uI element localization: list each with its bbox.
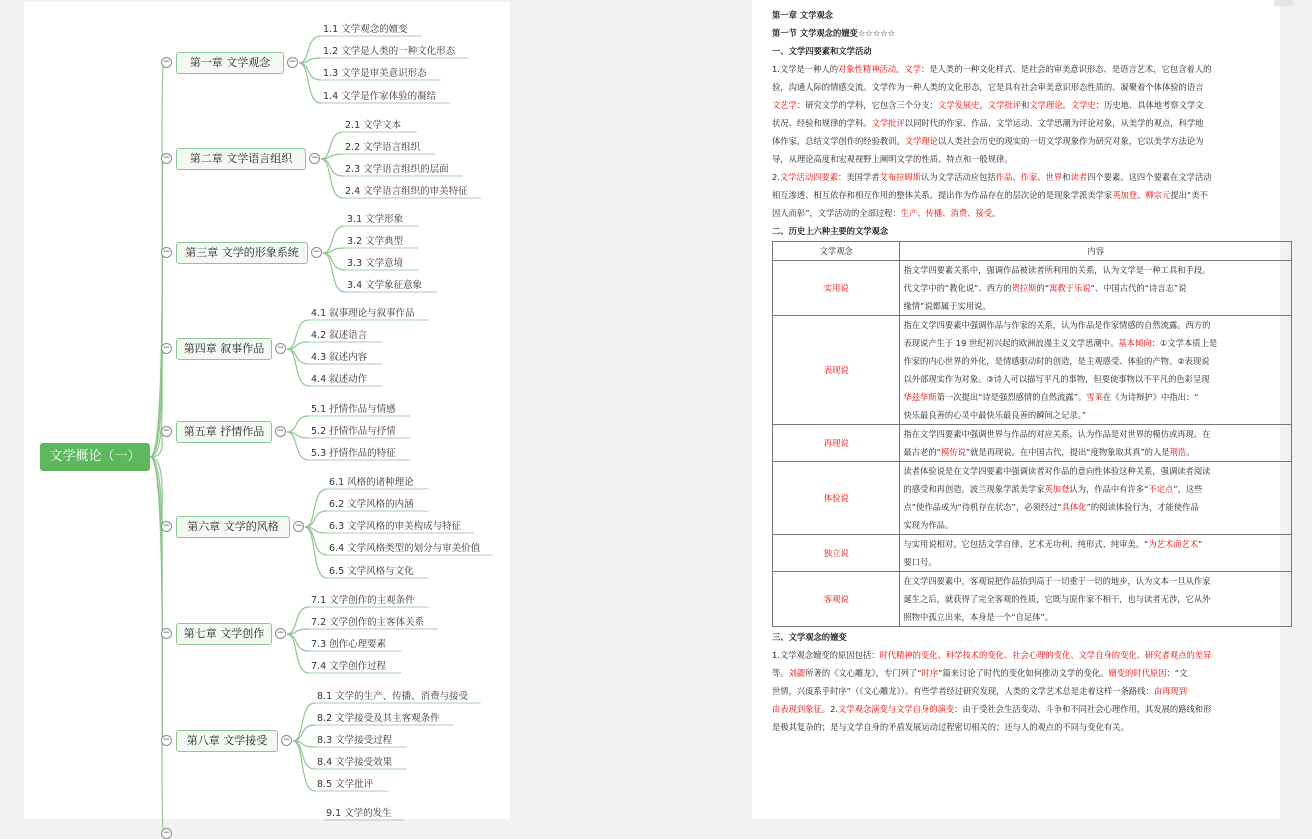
subsection-title-2: 二、历史上六种主要的文学观念 [772, 226, 889, 236]
highlighted-term: 英加登 [1044, 484, 1070, 494]
table-header-row [773, 242, 1292, 261]
text-run: 导，从理论高度和宏观视野上阐明文学的性质、特点和一般规律。 [772, 154, 1013, 164]
text-run: 是极其复杂的；是与文学自身的矛盾发展运动过程密切相关的；还与人的观点的不同与变化有关。 [772, 722, 1129, 732]
text-line [903, 297, 1288, 315]
text-line [903, 443, 1288, 461]
highlighted-term: 嬗变的时代原因 [1108, 668, 1167, 678]
text-run: 指在文学四要素中强调作品与作家的关系，认为作品是作家情感的自然流露。西方的 [903, 320, 1211, 330]
highlighted-term: 由再现到 [1153, 686, 1188, 696]
text-run: 相互渗透、相互依存和相互作用的整体关系。提出作为作品存在的层次论的是现象学派美学家 [772, 190, 1113, 200]
mindmap-topic-node[interactable]: 8.3 文学接受过程 [317, 735, 393, 746]
mindmap-topic-node[interactable]: 8.1 文学的生产、传播、消费与接受 [317, 691, 469, 702]
text-run: 和 [1062, 172, 1071, 182]
text-line [903, 316, 1288, 334]
table-row [773, 462, 1292, 535]
highlighted-term: 文学批评 [987, 100, 1021, 110]
text-run: 1.文学观念嬗变的原因包括： [772, 650, 880, 660]
document-body [772, 6, 1312, 736]
highlighted-term: 具体化 [1061, 502, 1087, 512]
mindmap-topic-node[interactable]: 1.3 文学是审美意识形态 [323, 68, 427, 79]
text-line [772, 132, 1312, 150]
highlighted-term: 文艺学 [772, 100, 797, 110]
text-line [772, 718, 1312, 736]
text-run: ：①文学本质上是 [1151, 338, 1218, 348]
table-header-cell: 文学观念 [773, 242, 900, 261]
mindmap-chapter-node[interactable]: 第七章 文学创作 [176, 623, 272, 645]
collapse-toggle-icon[interactable]: − [162, 735, 171, 745]
text-run: 世情，兴废系乎时序”（《文心雕龙》）。有些学者经过研究发现，人类的文学艺术总是走着这样一条路线： [772, 686, 1154, 696]
text-line [772, 78, 1312, 96]
text-run: ：研究文学的学科，它包含三个分支： [796, 100, 938, 110]
text-run: ， [979, 100, 988, 110]
text-run: 以人类社会历史的现实的一切文学现象作为研究对象，它以美学方法论为 [937, 136, 1204, 146]
table-row [773, 535, 1292, 572]
concept-content-cell [900, 462, 1292, 535]
text-line [772, 682, 1312, 700]
mindmap-chapter-node[interactable]: 第八章 文学接受 [176, 730, 278, 752]
concept-name-cell: 实用说 [773, 261, 900, 316]
concept-name-cell: 独立说 [773, 535, 900, 572]
text-run: ：“文 [1166, 668, 1188, 678]
highlighted-term: 文学理论 [1029, 100, 1063, 110]
mindmap-topic-node[interactable]: 2.4 文学语言组织的审美特征 [345, 186, 468, 197]
text-run: 四个要素。这四个要素在文学活动 [1087, 172, 1212, 182]
table-row [773, 572, 1292, 627]
paragraph-3 [772, 646, 1312, 736]
mindmap-topic-node[interactable]: 3.3 文学意境 [347, 258, 404, 269]
highlighted-term: 文学史 [1070, 100, 1096, 110]
text-line [772, 204, 1312, 222]
mindmap-topic-node[interactable]: 6.5 文学风格与文化 [329, 566, 414, 577]
collapse-toggle-icon[interactable]: − [276, 628, 285, 638]
text-run: 认为文学活动应包括 [921, 172, 996, 182]
collapse-toggle-icon[interactable]: − [162, 57, 171, 67]
mindmap-root-node[interactable]: 文学概论（一） [40, 443, 150, 471]
mindmap-topic-node[interactable]: 2.1 文学文本 [345, 120, 402, 131]
text-run: 快乐最良善的心灵中最快乐最良善的瞬间之记录。” [903, 410, 1087, 420]
text-run: ”，这些 [1173, 484, 1203, 494]
text-line [772, 168, 1312, 186]
text-line [903, 261, 1288, 279]
mindmap-topic-node[interactable]: 2.3 文学语言组织的层面 [345, 164, 449, 175]
mindmap-topic-node[interactable]: 4.3 叙述内容 [311, 352, 368, 363]
concept-name-cell: 再现说 [773, 425, 900, 462]
mindmap-chapter-node[interactable]: 第一章 文学观念 [176, 52, 284, 74]
highlighted-term: 文学观念演变与文学自身的演变 [838, 704, 955, 714]
mindmap-chapter-node[interactable]: 第五章 抒情作品 [176, 421, 272, 443]
text-run: 指文学四要素关系中，强调作品被读者所利用的关系，认为文学是一种工具和手段。 [903, 265, 1211, 275]
text-run: 作家的内心世界的外化，是情感驱动时的创造，是主观感受、体验的产物。②表现说 [903, 356, 1210, 366]
collapse-toggle-icon[interactable]: − [162, 426, 171, 436]
collapse-toggle-icon[interactable]: − [162, 153, 171, 163]
text-line [772, 114, 1312, 132]
highlighted-term: 为艺术而艺术 [1148, 539, 1199, 549]
text-run: ：历史地、具体地考察文学文 [1095, 100, 1204, 110]
literary-concepts-table [772, 241, 1292, 627]
highlighted-term: 艾布拉姆斯 [879, 172, 922, 182]
collapse-toggle-icon[interactable]: − [162, 828, 171, 838]
highlighted-term: 作品 [995, 172, 1013, 182]
text-run: 读者体验说是在文学四要素中强调读者对作品的意向性体验这种关系，强调读者阅读 [903, 466, 1211, 476]
text-run: 状况、经验和规律的学科。 [772, 118, 872, 128]
mindmap-topic-node[interactable]: 5.2 抒情作品与抒情 [311, 426, 396, 437]
text-line [903, 388, 1288, 406]
mindmap-topic-node[interactable]: 5.3 抒情作品的特征 [311, 448, 396, 459]
text-run: 所著的《文心雕龙》，专门列了“ [805, 668, 922, 678]
highlighted-term: 模仿说 [940, 447, 966, 457]
text-run: 的感受和再创造。波兰现象学派美学家 [903, 484, 1045, 494]
text-run: 最古老的“ [903, 447, 941, 457]
text-run: ：是人类的一种文化样式、是社会的审美意识形态、是语言艺术，它包含着人的 [921, 64, 1212, 74]
text-line [772, 664, 1312, 682]
text-run: 点”使作品成为“待机存在状态”，必须经过“ [903, 502, 1062, 512]
highlighted-term: 世界 [1045, 172, 1063, 182]
collapse-toggle-icon[interactable]: − [162, 247, 171, 257]
text-run: 指在文学四要素中强调世界与作品的对应关系，认为作品是对世界的模仿或再现。在 [903, 429, 1211, 439]
text-run: 、 [1012, 172, 1021, 182]
table-row [773, 261, 1292, 316]
text-line [903, 535, 1288, 553]
collapse-toggle-icon[interactable]: − [282, 735, 291, 745]
mindmap-topic-node[interactable]: 3.1 文学形象 [347, 214, 404, 225]
text-run: ：由于受社会生活变动、斗争和不同社会心理作用，其发展的路线和形 [954, 704, 1212, 714]
highlighted-term: 华兹华斯 [903, 392, 937, 402]
text-run: 照物中孤立出来，本身是一个“自足体”。 [903, 612, 1054, 622]
highlighted-term: 读者 [1070, 172, 1088, 182]
concept-name-cell: 体验说 [773, 462, 900, 535]
highlighted-term: 生产、传播、消费、接受 [900, 208, 993, 218]
text-run: 要口号。 [903, 557, 937, 567]
text-run: 以同时代的作家、作品、文学运动、文学思潮为评论对象，从美学的观点，科学地 [904, 118, 1204, 128]
mindmap-topic-node[interactable]: 7.2 文学创作的主客体关系 [311, 617, 425, 628]
mindmap-chapter-node[interactable]: 第三章 文学的形象系统 [176, 242, 308, 264]
mindmap-chapter-node[interactable]: 第二章 文学语言组织 [176, 148, 306, 170]
text-run: ”篇来讨论了时代的变化如何推动文学的变化。 [938, 668, 1109, 678]
text-line [772, 186, 1312, 204]
concept-content-cell [900, 535, 1292, 572]
mindmap-topic-node[interactable]: 1.1 文学观念的嬗变 [323, 24, 408, 35]
concept-content-cell [900, 261, 1292, 316]
text-line [903, 572, 1288, 590]
text-run: 的“ [1036, 283, 1050, 293]
text-line [903, 352, 1288, 370]
mindmap-topic-node[interactable]: 8.4 文学接受效果 [317, 757, 393, 768]
mindmap-topic-node[interactable]: 9.1 文学的发生 [326, 808, 392, 819]
collapse-toggle-icon[interactable]: − [162, 628, 171, 638]
text-run: 表现说产生于 19 世纪初兴起的欧洲浪漫主义文学思潮中。 [903, 338, 1119, 348]
mindmap-topic-node[interactable]: 7.4 文学创作过程 [311, 661, 387, 672]
text-run: ：美国学者 [838, 172, 880, 182]
text-run: 。 [1186, 447, 1195, 457]
text-run: ”就是再现说。在中国古代，提出“度物象取其真”的人是 [965, 447, 1170, 457]
text-line [772, 646, 1312, 664]
text-run: 第一次提出“诗是强烈感情的自然流露”。 [936, 392, 1087, 402]
highlighted-term: 寓教于乐说 [1049, 283, 1091, 293]
collapse-toggle-icon[interactable]: − [288, 57, 297, 67]
text-run: 、 [1037, 172, 1046, 182]
text-run: 和 [1020, 100, 1030, 110]
collapse-toggle-icon[interactable]: − [310, 153, 319, 163]
concept-content-cell [900, 425, 1292, 462]
subsection-title-3: 三、文学观念的嬗变 [772, 632, 847, 642]
table-header-cell: 内容 [900, 242, 1292, 261]
highlighted-term: 文学 [904, 64, 922, 74]
text-line [772, 60, 1312, 78]
text-run: 。 [1137, 190, 1146, 200]
text-run: ”的阅读体验行为，才能使作品 [1086, 502, 1199, 512]
mindmap-chapter-node[interactable]: 第四章 叙事作品 [176, 338, 272, 360]
text-line [903, 516, 1288, 534]
mindmap-topic-node[interactable]: 6.3 文学风格的审美构成与特征 [329, 521, 462, 532]
text-run: 因人而彰”，文学活动的全部过程： [772, 208, 901, 218]
highlighted-term: 作家 [1020, 172, 1038, 182]
collapse-toggle-icon[interactable]: − [162, 521, 171, 531]
text-line [903, 406, 1288, 424]
table-row [773, 316, 1292, 425]
text-run: 在文学四要素中，客观说把作品抬到高于一切重于一切的地步，认为文本一旦从作家 [903, 576, 1211, 586]
mindmap-topic-node[interactable]: 3.4 文学象征意象 [347, 280, 423, 291]
mindmap-topic-node[interactable]: 6.1 风格的诸种理论 [329, 477, 414, 488]
highlighted-term: 不定点 [1148, 484, 1174, 494]
text-line [903, 553, 1288, 571]
text-run: 验，沟通人际的情感交流。文学作为一种人类的文化形态，它是具有社会审美意识形态性质的、凝聚着个体体验的语言 [772, 82, 1204, 92]
mindmap-topic-node[interactable]: 3.2 文学典型 [347, 236, 404, 247]
highlighted-term: 贺拉斯 [1011, 283, 1037, 293]
mindmap-topic-node[interactable]: 1.2 文学是人类的一种文化形态 [323, 46, 456, 57]
text-run: 与实用说相对。它包括文学自律、艺术无功利、纯形式、纯审美。“ [903, 539, 1149, 549]
text-run: 缘情”说都属于实用说。 [903, 301, 991, 311]
mindmap-page [24, 2, 510, 838]
text-run: 认为，作品中有许多“ [1069, 484, 1149, 494]
mindmap-topic-node[interactable]: 6.4 文学风格类型的划分与审美价值 [329, 543, 481, 554]
highlighted-term: 雪莱 [1086, 392, 1103, 402]
mindmap-chapter-node[interactable]: 第六章 文学的风格 [176, 516, 290, 538]
highlighted-term: 刘勰 [788, 668, 806, 678]
highlighted-term: 柳宗元 [1145, 190, 1171, 200]
text-run: 。 [896, 64, 905, 74]
mindmap-topic-node[interactable]: 4.2 叙述语言 [311, 330, 368, 341]
mindmap-topic-node[interactable]: 7.3 创作心理要素 [311, 639, 387, 650]
text-run: ”、中国古代的“诗言志”说 [1090, 283, 1187, 293]
highlighted-term: 文学活动四要素 [779, 172, 839, 182]
collapse-toggle-icon[interactable]: − [312, 247, 321, 257]
text-run: 2. [772, 172, 780, 182]
text-run: ” [1198, 539, 1203, 549]
text-run: 实现为作品。 [903, 520, 954, 530]
mindmap-topic-node[interactable]: 4.4 叙述动作 [311, 374, 368, 385]
text-run: 在《为诗辩护》中指出：“ [1102, 392, 1199, 402]
text-line [903, 370, 1288, 388]
text-run: 提出“美不 [1170, 190, 1208, 200]
text-line [772, 150, 1312, 168]
mindmap-topic-node[interactable]: 7.1 文学创作的主观条件 [311, 595, 415, 606]
text-line [772, 96, 1312, 114]
highlighted-term: 文学发展史 [937, 100, 980, 110]
mindmap-topic-node[interactable]: 8.2 文学接受及其主客观条件 [317, 713, 440, 724]
text-line [903, 498, 1288, 516]
concept-content-cell [900, 572, 1292, 627]
highlighted-term: 由表现到象征 [772, 704, 822, 714]
paragraph-1 [772, 60, 1312, 168]
text-line [903, 590, 1288, 608]
text-line [903, 279, 1288, 297]
mindmap-topic-node[interactable]: 2.2 文学语言组织 [345, 142, 421, 153]
text-line [903, 425, 1288, 443]
table-row [773, 425, 1292, 462]
text-run: 。 [992, 208, 1001, 218]
collapse-toggle-icon[interactable]: − [294, 521, 303, 531]
highlighted-term: 时代精神的变化、科学技术的变化、社会心理的变化、文学自身的变化、研究者观点的差异 [879, 650, 1212, 660]
text-line [903, 480, 1288, 498]
highlighted-term: 文学理论 [904, 136, 938, 146]
concept-name-cell: 客观说 [773, 572, 900, 627]
highlighted-term: 英加登 [1112, 190, 1138, 200]
highlighted-term: 基本倾向 [1118, 338, 1152, 348]
mindmap-topic-node[interactable]: 6.2 文学风格的内涵 [329, 499, 414, 510]
mindmap-topic-node[interactable]: 4.1 叙事理论与叙事作品 [311, 308, 415, 319]
section-title: 第一节 文学观念的嬗变☆☆☆☆☆ [772, 28, 896, 38]
chapter-title: 第一章 文学观念 [772, 10, 833, 20]
text-run: 诞生之后，就获得了完全客观的性质，它既与原作家不相干，也与读者无涉，它从外 [903, 594, 1211, 604]
mindmap-topic-node[interactable]: 5.1 抒情作品与情感 [311, 404, 396, 415]
text-line [903, 608, 1288, 626]
text-run: 以外部现实作为对象。③诗人可以描写平凡的事物，但要使事物以不平凡的色彩呈现 [903, 374, 1210, 384]
subsection-title-1: 一、文学四要素和文学活动 [772, 46, 872, 56]
highlighted-term: 荆浩 [1169, 447, 1187, 457]
text-run: 等。 [772, 668, 789, 678]
highlighted-term: 时序 [921, 668, 939, 678]
paragraph-2 [772, 168, 1312, 222]
text-run: 体作家，总结文学创作的经验教训。 [772, 136, 905, 146]
document-page [752, 0, 1280, 819]
text-run: 代文学中的“教化说”、西方的 [903, 283, 1012, 293]
collapse-toggle-icon[interactable]: − [276, 343, 285, 353]
text-run: 。2. [821, 704, 839, 714]
mindmap-topic-node[interactable]: 8.5 文学批评 [317, 779, 374, 790]
highlighted-term: 对象性精神活动 [838, 64, 897, 74]
collapse-toggle-icon[interactable]: − [276, 426, 285, 436]
collapse-toggle-icon[interactable]: − [162, 343, 171, 353]
concept-name-cell: 表现说 [773, 316, 900, 425]
text-line [903, 334, 1288, 352]
highlighted-term: 文学批评 [871, 118, 905, 128]
mindmap-topic-node[interactable]: 1.4 文学是作家体验的凝结 [323, 91, 437, 102]
concept-content-cell [900, 316, 1292, 425]
text-line [903, 462, 1288, 480]
text-run: 1.文学是一种人的 [772, 64, 838, 74]
text-run: 。 [1062, 100, 1071, 110]
text-line [772, 700, 1312, 718]
